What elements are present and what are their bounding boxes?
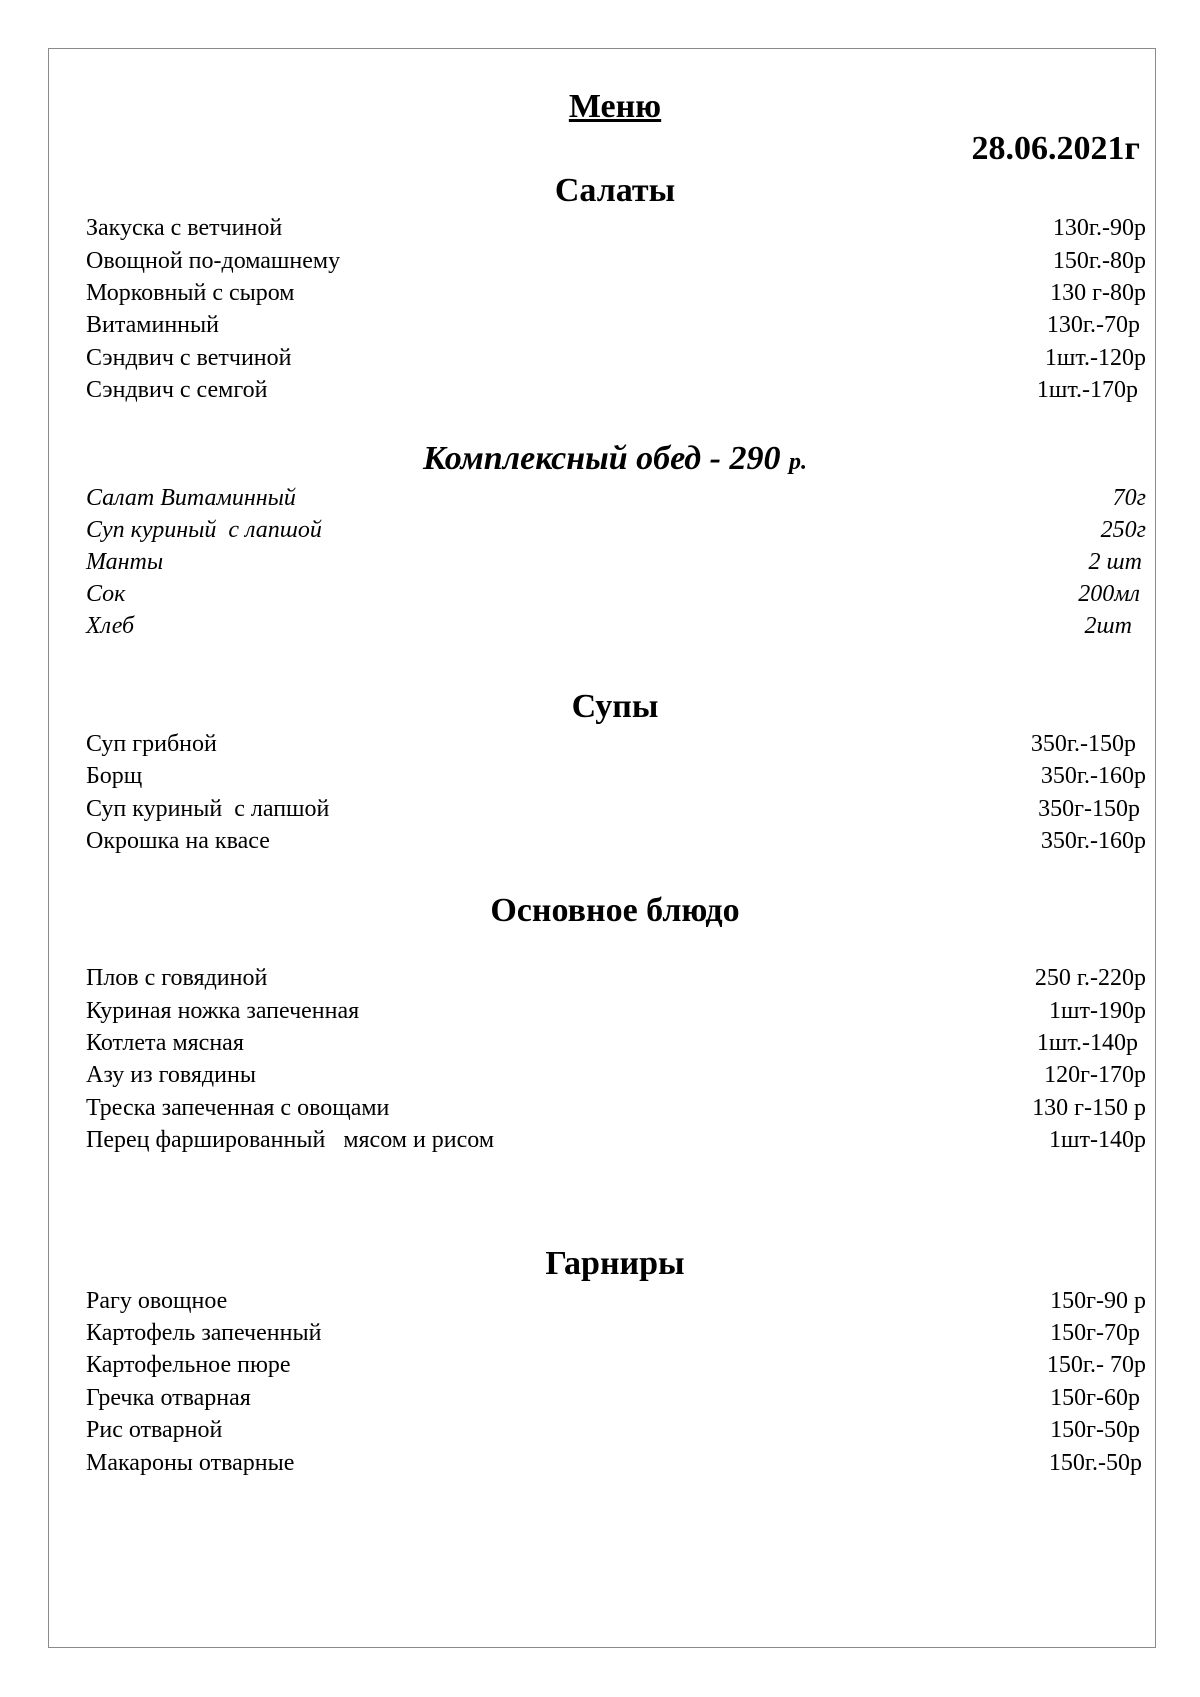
menu-item-value: 120г-170р [1044,1062,1146,1088]
menu-item-name: Картофельное пюре [86,1352,291,1378]
menu-item-value: 150г-50р [1050,1417,1140,1443]
complex-lunch-heading-suffix: р. [789,449,807,475]
menu-item-name: Хлеб [86,613,135,639]
menu-item-name: Закуска с ветчиной [86,215,283,241]
menu-item-name: Сок [86,581,126,607]
menu-item-value: 150г-60р [1050,1385,1140,1411]
menu-item-name: Котлета мясная [86,1030,244,1056]
menu-item-name: Треска запеченная с овощами [86,1095,390,1121]
menu-item-value: 350г.-160р [1040,763,1146,789]
menu-item-value: 200мл [1078,581,1140,607]
menu-item-name: Сэндвич с семгой [86,377,268,403]
menu-item-name: Суп куриный с лапшой [86,517,322,543]
menu-item-value: 250 г.-220р [1034,965,1146,991]
menu-item-value: 250г [1100,517,1146,543]
menu-item-value: 150г.-50р [1048,1450,1142,1476]
menu-item-name: Сэндвич с ветчиной [86,345,292,371]
menu-item-value: 70г [1112,485,1146,511]
menu-item-name: Суп куриный с лапшой [86,796,330,822]
menu-item-value: 130 г-80р [1050,280,1146,306]
menu-item-value: 150г-90 р [1050,1288,1146,1314]
menu-item-name: Макароны отварные [86,1450,295,1476]
menu-item-name: Витаминный [86,312,219,338]
garnishes-heading: Гарниры [545,1245,685,1282]
menu-date: 28.06.2021г [971,130,1140,167]
soups-heading: Супы [571,688,659,725]
complex-lunch-heading-text: Комплексный обед - 290 [422,440,781,477]
menu-item-name: Перец фаршированный мясом и рисом [86,1127,495,1153]
salads-heading: Салаты [554,172,676,209]
menu-item-name: Азу из говядины [86,1062,256,1088]
menu-item-value: 150г.-80р [1052,248,1146,274]
mains-heading: Основное блюдо [490,892,740,929]
menu-item-name: Рис отварной [86,1417,223,1443]
menu-item-value: 350г.-160р [1040,828,1146,854]
menu-item-name: Плов с говядиной [86,965,268,991]
menu-item-value: 130 г-150 р [1032,1095,1146,1121]
menu-item-name: Борщ [86,763,143,789]
menu-item-name: Рагу овощное [86,1288,228,1314]
menu-item-name: Окрошка на квасе [86,828,270,854]
menu-item-name: Морковный с сыром [86,280,295,306]
menu-item-value: 1шт.-120р [1044,345,1146,371]
menu-title: Меню [568,88,662,125]
menu-item-value: 2 шт [1088,549,1142,575]
menu-item-value: 1шт-140р [1049,1127,1146,1153]
menu-item-value: 350г-150р [1038,796,1140,822]
menu-item-name: Манты [86,549,164,575]
menu-item-name: Суп грибной [86,731,217,757]
menu-item-name: Картофель запеченный [86,1320,322,1346]
menu-item-value: 130г.-90р [1052,215,1146,241]
menu-item-name: Куриная ножка запеченная [86,998,360,1024]
menu-item-value: 150г-70р [1050,1320,1140,1346]
menu-item-value: 350г.-150р [1030,731,1136,757]
menu-item-value: 130г.-70р [1046,312,1140,338]
complex-lunch-heading [0,440,1200,478]
menu-item-value: 1шт-190р [1049,998,1146,1024]
menu-item-name: Салат Витаминный [86,485,296,511]
menu-item-value: 2шт [1084,613,1132,639]
menu-item-value: 150г.- 70р [1046,1352,1146,1378]
menu-item-value: 1шт.-170р [1036,377,1138,403]
menu-item-name: Овощной по-домашнему [86,248,341,274]
menu-item-name: Гречка отварная [86,1385,251,1411]
menu-item-value: 1шт.-140р [1036,1030,1138,1056]
